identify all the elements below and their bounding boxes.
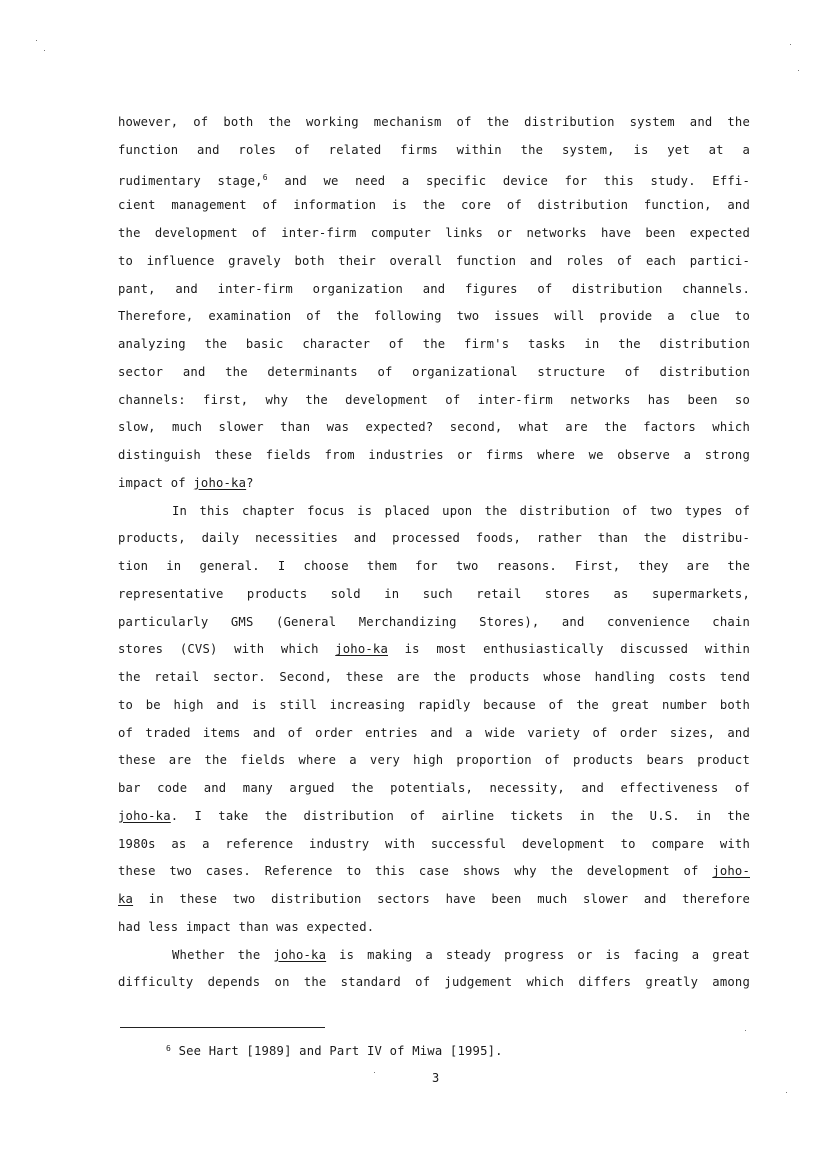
text-run: had less impact than was expected. (118, 919, 375, 934)
text-line (118, 919, 750, 935)
text-line (118, 142, 750, 158)
text-run: analyzing the basic character of the firm's tasks in the distribution (118, 337, 750, 351)
scan-speck (36, 40, 37, 41)
text-line (118, 586, 750, 602)
text-run: slow, much slower than was expected? second, what are the factors which (118, 420, 750, 435)
text-line (118, 752, 750, 768)
text-line (118, 558, 750, 574)
footnote-divider (120, 1027, 325, 1028)
text-line (118, 419, 750, 435)
text-line (118, 392, 750, 408)
footnote-text: See Hart [1989] and Part IV of Miwa [1995]. (171, 1044, 503, 1058)
text-run: however, of both the working mechanism of the distribution system and the (118, 115, 750, 129)
text-run: in these two distribution sectors have been much slower and therefore (133, 892, 750, 906)
text-line (118, 114, 750, 130)
text-line (118, 725, 750, 741)
text-line (118, 364, 750, 380)
text-line (118, 530, 750, 546)
text-line (172, 503, 750, 519)
text-line (118, 780, 750, 796)
text-line (118, 281, 750, 297)
text-run: In this chapter focus is placed upon the distribution of two types of (172, 503, 750, 518)
text-line (118, 197, 750, 213)
scan-speck (798, 70, 799, 71)
text-line (118, 253, 750, 269)
text-run: of traded items and of order entries and a wide variety of order sizes, and (118, 725, 750, 740)
text-run: representative products sold in such retail stores as supermarkets, (118, 586, 750, 601)
text-line (118, 697, 750, 713)
text-line (118, 336, 750, 352)
text-line (118, 808, 750, 824)
underlined-term: joho-ka (273, 947, 327, 962)
text-run: stores (CVS) with which (118, 642, 336, 657)
text-run: channels: first, why the development of inter-firm networks has been so (118, 392, 750, 407)
text-line (172, 947, 750, 963)
text-line (118, 614, 750, 630)
text-line (118, 836, 750, 852)
scan-speck (745, 1030, 746, 1031)
text-run: sector and the determinants of organizational structure of distribution (118, 364, 750, 379)
text-run: cient management of information is the core of distribution function, and (118, 198, 750, 213)
text-run: particularly GMS (General Merchandizing Stores), and convenience chain (118, 614, 750, 629)
text-run: these two cases. Reference to this case shows why the development of (118, 864, 713, 879)
text-line (118, 891, 750, 907)
text-run: Whether the (172, 947, 274, 962)
text-line (118, 225, 750, 241)
text-run: products, daily necessities and processed foods, rather than the distribu- (118, 531, 750, 546)
text-run: Therefore, examination of the following two issues will provide a clue to (118, 309, 750, 324)
text-line (118, 863, 750, 879)
text-run: difficulty depends on the standard of judgement which differs greatly among (118, 975, 750, 990)
underlined-term: ka (118, 892, 134, 906)
underlined-term: joho-ka (193, 475, 247, 490)
text-run: 1980s as a reference industry with successful development to compare with (118, 836, 750, 851)
text-line (118, 974, 750, 990)
scan-speck (44, 50, 45, 51)
text-line (118, 641, 750, 657)
text-run: distinguish these fields from industries or firms where we observe a strong (118, 448, 750, 462)
text-run: is making a steady progress or is facing a great (326, 947, 750, 962)
text-run: the development of inter-firm computer links or networks have been expected (118, 226, 750, 240)
scan-speck (790, 44, 791, 45)
underlined-term: joho-ka (335, 642, 388, 657)
text-line (118, 308, 750, 324)
text-run: bar code and many argued the potentials, necessity, and effectiveness of (118, 781, 750, 795)
text-run: impact of (118, 475, 194, 490)
text-run: . I take the distribution of airline tickets in the U.S. in the (170, 808, 750, 823)
page-number: 3 (432, 1071, 440, 1085)
scan-speck (374, 1072, 375, 1073)
text-line (118, 447, 750, 463)
text-run: rudimentary stage, (118, 173, 263, 188)
text-run: to influence gravely both their overall function and roles of each partici- (118, 253, 750, 268)
footnote (166, 1041, 503, 1059)
text-run: ? (246, 475, 254, 490)
text-run: is most enthusiastically discussed within (388, 642, 750, 657)
text-run: function and roles of related firms within the system, is yet at a (118, 142, 750, 157)
scan-speck (786, 1092, 787, 1093)
text-run: the retail sector. Second, these are the products whose handling costs tend (118, 670, 750, 684)
footnote-reference: 6 (262, 172, 268, 182)
text-run: to be high and is still increasing rapidly because of the great number both (118, 697, 750, 712)
text-line (118, 475, 750, 491)
text-line (118, 170, 750, 189)
underlined-term: joho- (712, 864, 750, 879)
text-run: and we need a specific device for this study. Effi- (267, 173, 750, 188)
footnote-marker: 6 (166, 1044, 172, 1053)
text-run: these are the fields where a very high proportion of products bears product (118, 753, 750, 768)
text-run: pant, and inter-firm organization and figures of distribution channels. (118, 281, 750, 296)
underlined-term: joho-ka (118, 808, 171, 823)
text-run: tion in general. I choose them for two reasons. First, they are the (118, 559, 750, 573)
text-line (118, 669, 750, 685)
